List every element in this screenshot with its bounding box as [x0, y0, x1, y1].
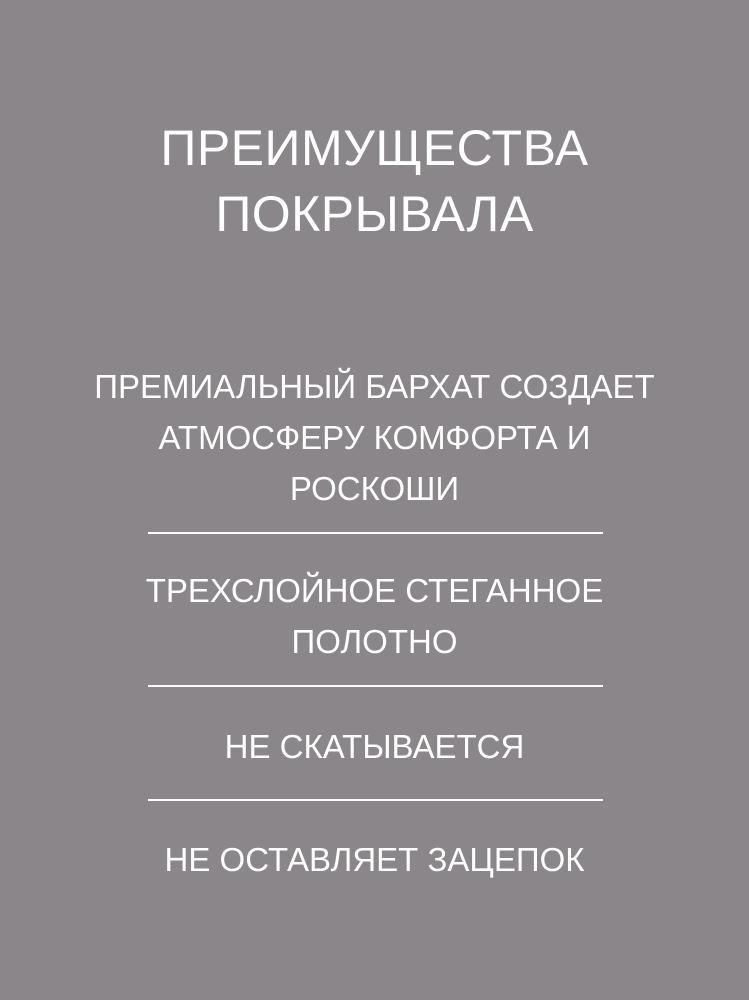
- benefit-text-line: ПРЕМИАЛЬНЫЙ БАРХАТ СОЗДАЕТ: [94, 368, 655, 405]
- divider-line: [148, 685, 603, 687]
- benefit-premium-velvet: [0, 361, 749, 514]
- benefit-no-snags: [0, 834, 749, 885]
- benefit-three-layer-quilted: [0, 565, 749, 667]
- benefit-text-line: ПОЛОТНО: [291, 623, 458, 660]
- divider-line: [148, 532, 603, 534]
- benefit-text-line: АТМОСФЕРУ КОМФОРТА И: [158, 419, 591, 456]
- benefit-text-line: РОСКОШИ: [289, 470, 460, 507]
- page-title: [0, 115, 749, 247]
- title-line-1: ПРЕИМУЩЕСТВА: [160, 120, 589, 176]
- benefit-text-line: НЕ ОСТАВЛЯЕТ ЗАЦЕПОК: [164, 841, 585, 878]
- benefit-no-pilling: [0, 721, 749, 772]
- benefit-text-line: НЕ СКАТЫВАЕТСЯ: [224, 728, 525, 765]
- divider-line: [148, 799, 603, 801]
- benefit-text-line: ТРЕХСЛОЙНОЕ СТЕГАННОЕ: [145, 572, 604, 609]
- title-line-2: ПОКРЫВАЛА: [215, 186, 534, 242]
